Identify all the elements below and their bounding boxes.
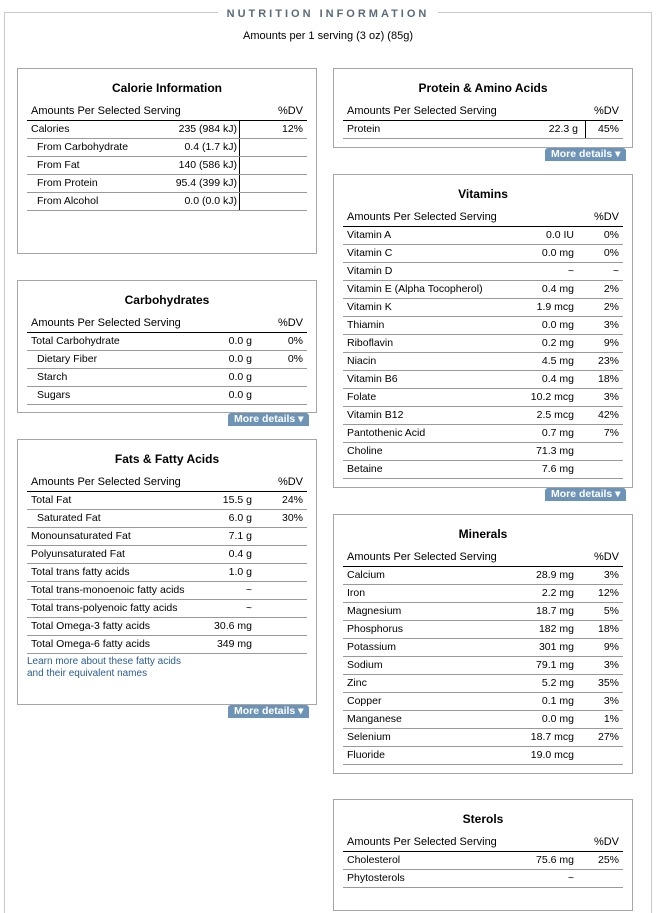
panel-title: Carbohydrates bbox=[124, 293, 210, 307]
nutrient-amount: ~ bbox=[245, 584, 252, 596]
nutrient-amount: 182 mg bbox=[538, 623, 574, 635]
nutrient-amount: 79.1 mg bbox=[536, 659, 574, 671]
protein-panel bbox=[333, 68, 633, 148]
nutrient-dv: 25% bbox=[597, 854, 619, 866]
column-divider bbox=[585, 121, 586, 138]
column-header-dv: %DV bbox=[277, 317, 303, 329]
table-row bbox=[343, 281, 623, 299]
nutrient-dv: 2% bbox=[603, 301, 619, 313]
nutrient-amount: 4.5 mg bbox=[541, 355, 574, 367]
table-row bbox=[343, 729, 623, 747]
nutrient-dv: 30% bbox=[281, 512, 303, 524]
nutrient-amount: 1.9 mcg bbox=[536, 301, 574, 313]
nutrient-name: Total Fat bbox=[31, 494, 72, 506]
nutrient-amount: 5.2 mg bbox=[541, 677, 574, 689]
section-title: NUTRITION INFORMATION bbox=[218, 8, 439, 20]
column-header-dv: %DV bbox=[277, 476, 303, 488]
table-row bbox=[343, 870, 623, 888]
more-details-button[interactable]: More details ▾ bbox=[545, 488, 626, 501]
nutrient-dv: 18% bbox=[597, 623, 619, 635]
table-row bbox=[27, 618, 307, 636]
table-row bbox=[343, 353, 623, 371]
nutrient-amount: 140 (586 kJ) bbox=[178, 159, 237, 171]
column-divider bbox=[239, 175, 240, 192]
nutrient-dv: 3% bbox=[603, 695, 619, 707]
nutrient-dv: 5% bbox=[603, 605, 619, 617]
nutrient-dv: 9% bbox=[603, 337, 619, 349]
table-row bbox=[27, 636, 307, 654]
nutrient-amount: 0.0 mg bbox=[541, 319, 574, 331]
column-divider bbox=[239, 121, 240, 138]
nutrient-name: Sodium bbox=[347, 659, 383, 671]
nutrient-name: Magnesium bbox=[347, 605, 402, 617]
table-header bbox=[27, 103, 307, 121]
table-row bbox=[343, 461, 623, 479]
nutrient-name: Total trans-monoenoic fatty acids bbox=[31, 584, 185, 596]
nutrient-dv: 35% bbox=[597, 677, 619, 689]
more-details-button[interactable]: More details ▾ bbox=[228, 705, 309, 718]
column-divider bbox=[239, 193, 240, 210]
nutrient-name: Calories bbox=[31, 123, 70, 135]
table-row bbox=[27, 157, 307, 175]
table-row bbox=[27, 333, 307, 351]
table-row bbox=[343, 407, 623, 425]
nutrient-name: Total trans fatty acids bbox=[31, 566, 130, 578]
table-header bbox=[343, 209, 623, 227]
nutrient-amount: 71.3 mg bbox=[536, 445, 574, 457]
nutrient-dv: 1% bbox=[603, 713, 619, 725]
nutrient-name: Total Omega-3 fatty acids bbox=[31, 620, 151, 632]
table-row bbox=[343, 639, 623, 657]
nutrient-amount: 28.9 mg bbox=[536, 569, 574, 581]
table-row bbox=[27, 492, 307, 510]
table-row bbox=[343, 657, 623, 675]
nutrient-name: From Alcohol bbox=[37, 195, 99, 207]
nutrient-name: Vitamin E (Alpha Tocopherol) bbox=[347, 283, 483, 295]
table-row bbox=[27, 121, 307, 139]
column-header-dv: %DV bbox=[277, 105, 303, 117]
table-row bbox=[343, 747, 623, 765]
table-row bbox=[343, 371, 623, 389]
panel-title: Vitamins bbox=[458, 187, 508, 201]
nutrient-name: Monounsaturated Fat bbox=[31, 530, 131, 542]
fats-panel bbox=[17, 439, 317, 705]
nutrient-dv: 18% bbox=[597, 373, 619, 385]
table-row bbox=[343, 317, 623, 335]
nutrient-name: Saturated Fat bbox=[37, 512, 101, 524]
nutrient-name: Sugars bbox=[37, 389, 71, 401]
nutrient-amount: 30.6 mg bbox=[214, 620, 252, 632]
nutrient-name: Betaine bbox=[347, 463, 383, 475]
nutrient-name: Folate bbox=[347, 391, 377, 403]
section-header bbox=[0, 4, 656, 24]
panel-title: Minerals bbox=[458, 527, 508, 541]
table-row bbox=[343, 603, 623, 621]
nutrient-amount: 0.0 mg bbox=[541, 713, 574, 725]
nutrient-dv: 0% bbox=[603, 229, 619, 241]
nutrient-name: Vitamin K bbox=[347, 301, 392, 313]
table-row bbox=[27, 582, 307, 600]
nutrient-amount: 0.0 IU bbox=[545, 229, 574, 241]
nutrient-name: Phytosterols bbox=[347, 872, 405, 884]
table-row bbox=[343, 389, 623, 407]
column-header-dv: %DV bbox=[593, 836, 619, 848]
column-header-dv: %DV bbox=[593, 211, 619, 223]
nutrient-name: Polyunsaturated Fat bbox=[31, 548, 125, 560]
table-row bbox=[343, 852, 623, 870]
nutrient-amount: 349 mg bbox=[216, 638, 252, 650]
nutrient-amount: 0.7 mg bbox=[541, 427, 574, 439]
panel-title: Fats & Fatty Acids bbox=[114, 452, 220, 466]
nutrient-name: Potassium bbox=[347, 641, 397, 653]
nutrient-name: Iron bbox=[347, 587, 366, 599]
nutrient-amount: 0.0 g bbox=[228, 335, 252, 347]
table-row bbox=[27, 175, 307, 193]
nutrient-dv: 12% bbox=[281, 123, 303, 135]
nutrient-amount: 0.0 g bbox=[228, 389, 252, 401]
table-row bbox=[343, 585, 623, 603]
nutrient-dv: 42% bbox=[597, 409, 619, 421]
nutrient-dv: 3% bbox=[603, 569, 619, 581]
column-header-amount: Amounts Per Selected Serving bbox=[347, 551, 497, 563]
nutrient-name: From Protein bbox=[37, 177, 98, 189]
nutrient-amount: 235 (984 kJ) bbox=[178, 123, 237, 135]
nutrient-name: Choline bbox=[347, 445, 383, 457]
nutrient-name: Pantothenic Acid bbox=[347, 427, 426, 439]
nutrient-name: Protein bbox=[347, 123, 381, 135]
nutrient-amount: 22.3 g bbox=[548, 123, 578, 135]
nutrient-amount: 0.4 g bbox=[228, 548, 252, 560]
nutrient-amount: 18.7 mcg bbox=[530, 731, 574, 743]
nutrient-name: Calcium bbox=[347, 569, 385, 581]
nutrient-amount: 2.5 mcg bbox=[536, 409, 574, 421]
column-header-amount: Amounts Per Selected Serving bbox=[347, 211, 497, 223]
nutrient-dv: 3% bbox=[603, 319, 619, 331]
table-row bbox=[27, 351, 307, 369]
table-row bbox=[27, 528, 307, 546]
table-header bbox=[27, 315, 307, 333]
nutrient-dv: 24% bbox=[281, 494, 303, 506]
table-row bbox=[27, 387, 307, 405]
nutrient-amount: 7.1 g bbox=[228, 530, 252, 542]
nutrient-amount: 2.2 mg bbox=[541, 587, 574, 599]
nutrient-amount: 19.0 mcg bbox=[530, 749, 574, 761]
nutrient-name: Copper bbox=[347, 695, 382, 707]
table-row bbox=[27, 564, 307, 582]
nutrient-dv: 45% bbox=[597, 123, 619, 135]
calorie-panel bbox=[17, 68, 317, 254]
nutrient-dv: 0% bbox=[603, 247, 619, 259]
nutrient-amount: 0.1 mg bbox=[541, 695, 574, 707]
table-header bbox=[27, 474, 307, 492]
panel-title: Sterols bbox=[462, 812, 504, 826]
nutrient-name: Niacin bbox=[347, 355, 377, 367]
table-row bbox=[343, 299, 623, 317]
nutrient-amount: 7.6 mg bbox=[541, 463, 574, 475]
nutrient-name: From Fat bbox=[37, 159, 80, 171]
carbohydrates-panel bbox=[17, 280, 317, 413]
minerals-panel bbox=[333, 514, 633, 774]
nutrient-name: Total trans-polyenoic fatty acids bbox=[31, 602, 178, 614]
panel-title: Calorie Information bbox=[111, 81, 222, 95]
nutrient-name: Vitamin B12 bbox=[347, 409, 404, 421]
nutrient-name: Thiamin bbox=[347, 319, 385, 331]
table-row bbox=[343, 693, 623, 711]
table-row bbox=[343, 425, 623, 443]
nutrient-name: Vitamin C bbox=[347, 247, 393, 259]
table-row bbox=[343, 227, 623, 245]
fatty-acids-link-line-2[interactable]: and their equivalent names bbox=[27, 668, 148, 679]
table-row bbox=[343, 121, 623, 139]
nutrient-amount: 0.0 g bbox=[228, 371, 252, 383]
table-header bbox=[343, 103, 623, 121]
table-row bbox=[27, 139, 307, 157]
vitamins-panel bbox=[333, 174, 633, 488]
column-header-amount: Amounts Per Selected Serving bbox=[347, 836, 497, 848]
nutrient-name: Cholesterol bbox=[347, 854, 401, 866]
nutrient-name: Riboflavin bbox=[347, 337, 394, 349]
nutrient-amount: 0.0 g bbox=[228, 353, 252, 365]
nutrient-amount: 6.0 g bbox=[228, 512, 252, 524]
nutrient-dv: ~ bbox=[612, 265, 619, 277]
nutrient-name: Manganese bbox=[347, 713, 402, 725]
nutrient-dv: 2% bbox=[603, 283, 619, 295]
nutrient-amount: ~ bbox=[245, 602, 252, 614]
fatty-acids-link-line-1[interactable]: Learn more about these fatty acids bbox=[27, 656, 181, 667]
nutrient-name: Phosphorus bbox=[347, 623, 404, 635]
nutrient-dv: 0% bbox=[287, 353, 303, 365]
nutrient-amount: 0.4 (1.7 kJ) bbox=[184, 141, 237, 153]
nutrient-amount: 301 mg bbox=[538, 641, 574, 653]
nutrient-dv: 3% bbox=[603, 391, 619, 403]
table-row bbox=[343, 245, 623, 263]
nutrient-amount: 0.0 (0.0 kJ) bbox=[184, 195, 237, 207]
nutrient-name: Total Carbohydrate bbox=[31, 335, 120, 347]
table-row bbox=[27, 546, 307, 564]
nutrient-amount: 18.7 mg bbox=[536, 605, 574, 617]
nutrient-dv: 27% bbox=[597, 731, 619, 743]
nutrient-name: Vitamin D bbox=[347, 265, 393, 277]
nutrient-name: Selenium bbox=[347, 731, 391, 743]
more-details-button[interactable]: More details ▾ bbox=[545, 148, 626, 161]
column-header-amount: Amounts Per Selected Serving bbox=[31, 317, 181, 329]
nutrient-dv: 23% bbox=[597, 355, 619, 367]
nutrient-amount: 0.4 mg bbox=[541, 283, 574, 295]
nutrient-amount: 10.2 mcg bbox=[530, 391, 574, 403]
nutrient-name: From Carbohydrate bbox=[37, 141, 129, 153]
table-row bbox=[343, 263, 623, 281]
table-row bbox=[343, 567, 623, 585]
table-header bbox=[343, 549, 623, 567]
sterols-panel bbox=[333, 799, 633, 911]
more-details-button[interactable]: More details ▾ bbox=[228, 413, 309, 426]
table-row bbox=[27, 193, 307, 211]
table-row bbox=[27, 510, 307, 528]
nutrient-amount: ~ bbox=[567, 265, 574, 277]
table-row bbox=[27, 369, 307, 387]
table-row bbox=[27, 600, 307, 618]
nutrient-dv: 0% bbox=[287, 335, 303, 347]
table-row bbox=[343, 621, 623, 639]
table-row bbox=[343, 711, 623, 729]
nutrient-amount: 0.2 mg bbox=[541, 337, 574, 349]
nutrient-amount: ~ bbox=[567, 872, 574, 884]
fatty-acids-link[interactable] bbox=[27, 656, 181, 680]
nutrient-dv: 3% bbox=[603, 659, 619, 671]
nutrient-name: Vitamin A bbox=[347, 229, 392, 241]
nutrient-name: Starch bbox=[37, 371, 68, 383]
nutrient-dv: 7% bbox=[603, 427, 619, 439]
nutrient-name: Dietary Fiber bbox=[37, 353, 98, 365]
column-header-amount: Amounts Per Selected Serving bbox=[31, 105, 181, 117]
nutrient-amount: 15.5 g bbox=[222, 494, 252, 506]
nutrient-dv: 9% bbox=[603, 641, 619, 653]
nutrient-name: Total Omega-6 fatty acids bbox=[31, 638, 151, 650]
serving-size: Amounts per 1 serving (3 oz) (85g) bbox=[243, 30, 413, 42]
nutrient-name: Zinc bbox=[347, 677, 367, 689]
column-header-amount: Amounts Per Selected Serving bbox=[347, 105, 497, 117]
nutrient-amount: 75.6 mg bbox=[536, 854, 574, 866]
column-divider bbox=[239, 157, 240, 174]
panel-title: Protein & Amino Acids bbox=[418, 81, 548, 95]
table-row bbox=[343, 443, 623, 461]
column-divider bbox=[239, 139, 240, 156]
column-header-dv: %DV bbox=[593, 551, 619, 563]
nutrient-amount: 95.4 (399 kJ) bbox=[175, 177, 237, 189]
nutrient-amount: 0.4 mg bbox=[541, 373, 574, 385]
nutrient-dv: 12% bbox=[597, 587, 619, 599]
column-header-dv: %DV bbox=[593, 105, 619, 117]
table-row bbox=[343, 335, 623, 353]
table-row bbox=[343, 675, 623, 693]
column-header-amount: Amounts Per Selected Serving bbox=[31, 476, 181, 488]
table-header bbox=[343, 834, 623, 852]
nutrient-amount: 1.0 g bbox=[228, 566, 252, 578]
nutrient-name: Vitamin B6 bbox=[347, 373, 398, 385]
nutrient-amount: 0.0 mg bbox=[541, 247, 574, 259]
nutrient-name: Fluoride bbox=[347, 749, 385, 761]
